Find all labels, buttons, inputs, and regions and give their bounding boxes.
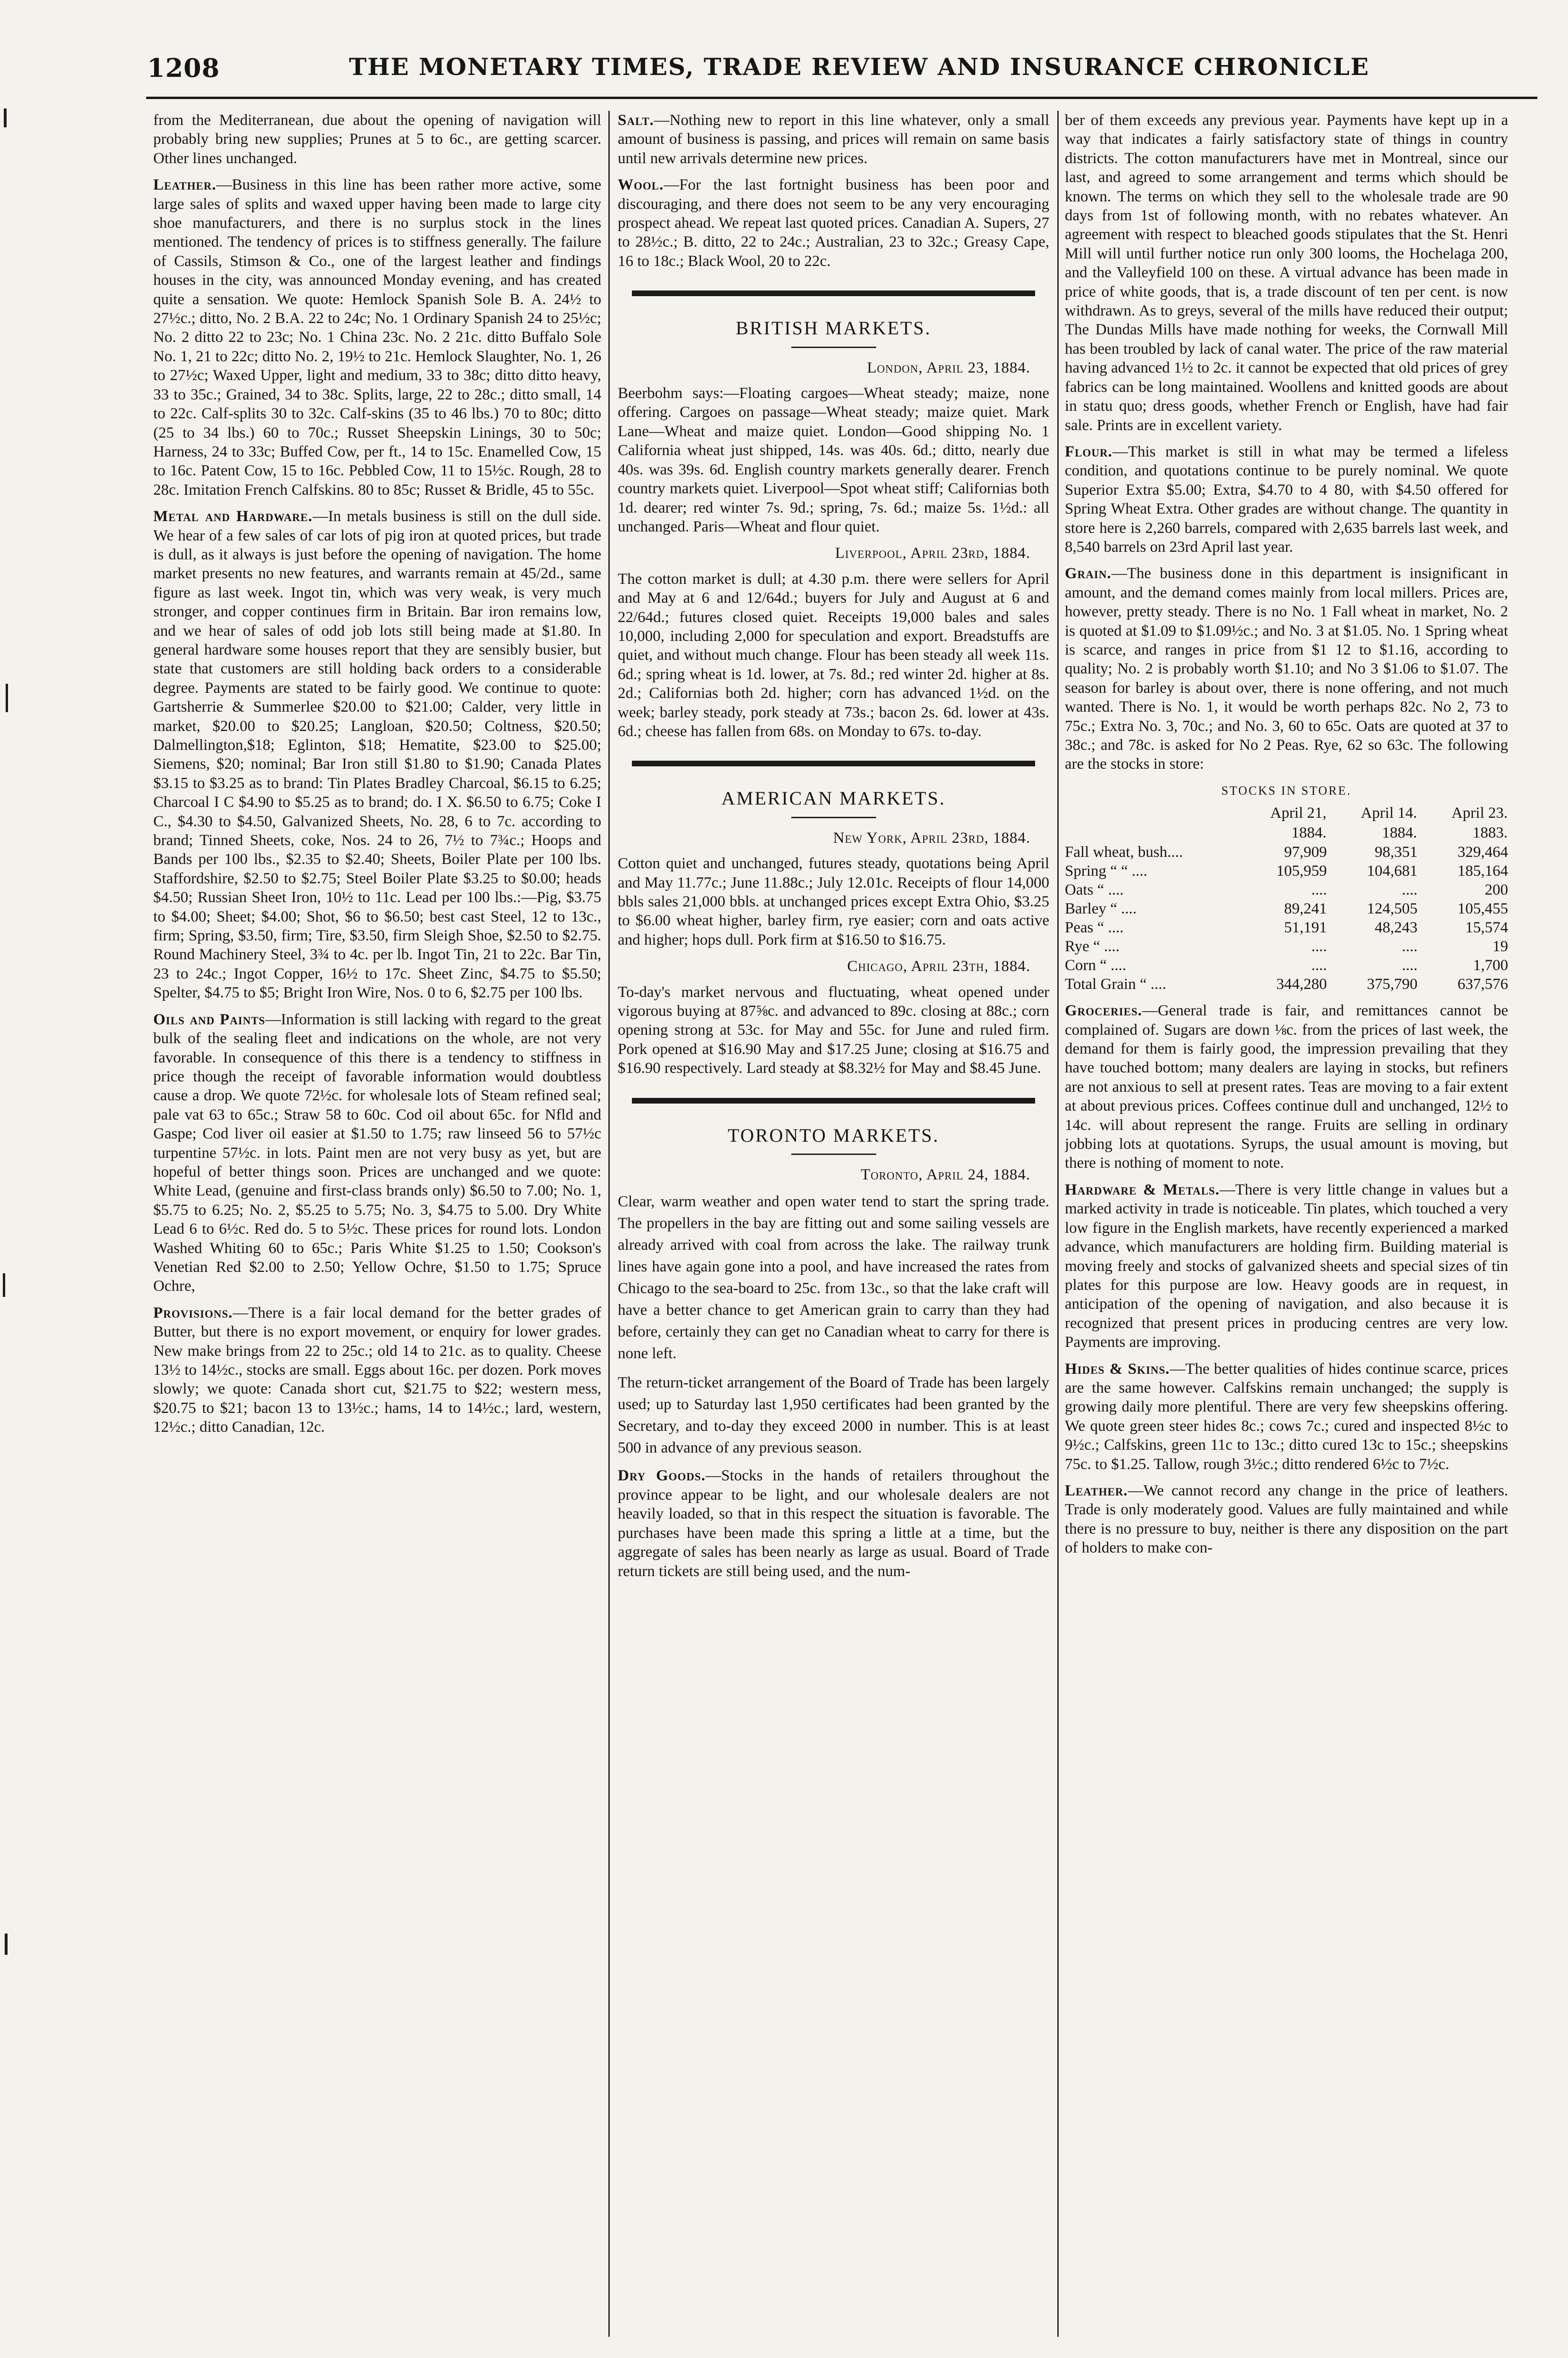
section-rule — [632, 291, 1035, 296]
table-cell: 344,280 — [1276, 976, 1327, 993]
paragraph-text: —Nothing new to report in this line whatever, only a small amount of business is passing, and prices will remain on same basis until new arrivals determine new prices. — [618, 112, 1049, 167]
table-row — [1065, 975, 1508, 994]
scan-mark — [4, 108, 7, 127]
row-label: Peas “ .... — [1065, 919, 1124, 937]
column-header: 1884. — [1382, 824, 1417, 842]
paragraph-text: —For the last fortnight business has been poor and discouraging, and there does not seem to be any very encouraging prospect ahead. We repeat last quoted prices. Canadian A. Supers, 27 to 28½c.; B. ditto, 22 to 24c.; Australian, 23 to 32c.; Greasy Cape, 16 to 18c.; Black Wool, 20 to 22c. — [618, 176, 1049, 270]
row-label: Barley “ .... — [1065, 900, 1137, 918]
column-1 — [153, 111, 601, 2341]
article-flour — [1065, 442, 1508, 556]
table-cell: 15,574 — [1465, 919, 1508, 937]
stocks-table-title: STOCKS IN STORE. — [1221, 783, 1352, 797]
table-row — [1065, 899, 1508, 918]
paragraph — [153, 111, 601, 168]
table-cell: .... — [1402, 881, 1418, 899]
paragraph-text: —Information is still lacking with regard to the great bulk of the sealing fleet and indications on the whole, are not very favorable. In consequence of this there is a tendency to stiffness in price though the receipt of favorable information would doubtless cause a drop. We quote 72½c. for wholesale lots of Steam refined seal; pale vat 63 to 65c.; Straw 58 to 60c. Cod oil about 65c. for Nfld and Gaspe; Cod liver oil easier at $1.50 to 1.75; raw linseed 56 to 57½c turpentine 57½c. in lots. Paint men are not very busy as yet, but are hopeful of better things soon. Prices are unchanged and we quote: White Lead, (genuine and first-class brands only) $6.50 to 7.00; No. 1, $5.75 to 6.25; No. 2, $5.25 to 5.75; No. 3, $4.75 to 5.00. Dry White Lead 6 to 6½c. Red do. 5 to 5½c. These prices for round lots. London Washed Whiting 60 to 65c.; Paris White $1.25 to 1.50; Cookson's Venetian Red $2.00 to 2.50; Yellow Ochre, $1.50 to 1.75; Spruce Ochre, — [153, 1011, 601, 1295]
dateline: Toronto, April 24, 1884. — [861, 1166, 1030, 1184]
row-label: Oats “ .... — [1065, 881, 1124, 899]
section-lead: Leather. — [153, 176, 216, 194]
column-rule — [608, 111, 610, 2337]
paragraph — [1065, 111, 1508, 435]
article-hides-skins — [1065, 1360, 1508, 1474]
table-cell: 19 — [1493, 938, 1508, 955]
page-number: 1208 — [147, 53, 220, 83]
paragraph-text: ber of them exceeds any previous year. Payments have kept up in a way that indicates a fairly satisfactory state of things in country districts. The cotton manufacturers have met in Montreal, since our last, and agreed to some arrangement and terms which should be known. The terms on which they sell to the wholesale trade are 90 days from 1st of following month, with no rebates whatever. An agreement with respect to bleached goods stipulates that the St. Henri Mill will until further notice run only 300 looms, the Hochelaga 200, and the Valleyfield 100 on these. A virtual advance has been made in price of white goods, that is, a trade discount of ten per cent. is now withdrawn. As to greys, several of the mills have reduced their output; The Dundas Mills have made nothing for weeks, the Cornwall Mill has been troubled by lack of canal water. The price of the raw material having advanced 1½ to 2c. it cannot be expected that old prices of grey fabrics can be long maintained. Woollens and knitted goods are about in statu quo; dress goods, whether French or English, have had fair sale. Prints are in excellent variety. — [1065, 112, 1508, 434]
article-liverpool — [618, 570, 1049, 741]
section-heading-american: AMERICAN MARKETS. — [721, 788, 946, 809]
section-heading-toronto: TORONTO MARKETS. — [728, 1124, 939, 1146]
table-cell: 1,700 — [1473, 957, 1508, 974]
section-lead: Salt. — [618, 112, 654, 129]
paragraph-text: —In metals business is still on the dull side. We hear of a few sales of car lots of pig iron at quoted prices, but trade is dull, as it always is just before the opening of navigation. The home market presents no new features, and warrants remain at 45/2d., same figure as last week. Ingot tin, which was very weak, is very much stronger, and copper continues firm in Britain. Bar iron remains low, and we hear of sales of odd job lots still being made at $1.80. In general hardware some houses report that they are sensibly busier, but state that customers are still holding back orders to a considerable degree. Payments are stated to be fairly good. We continue to quote: Gartsherrie & Summerlee $20.00 to $21.00; Calder, very little in market, $20.00 to $20.25; Langloan, $20.50; Coltness, $20.50; Dalmellington,$18; Eglinton, $18; Hematite, $23.00 to $25.00; Siemens, $20; nominal; Bar Iron still $1.80 to $1.90; Canada Plates $3.15 to $3.25 as to brand: Tin Plates Bradley Charcoal, $6.15 to 6.25; Charcoal I C $4.90 to $5.25 as to brand; do. I X. $6.50 to 6.75; Coke I C., $4.30 to $4.50, Galvanized Sheets, No. 28, 6 to 7c. according to brand; Tinned Sheets, coke, Nos. 24 to 26, 7½ to 7¾c.; Hoops and Bands per 100 lbs., $2.35 to $2.40; Sheets, Boiler Plate per 100 lbs. Staffordshire, $2.50 to $2.75; Steel Boiler Plate $3.25 to $0.00; heads $4.50; Russian Sheet Iron, 10½ to 11c. Lead per 100 lbs.:—Pig, $3.75 to $4.00; Sheet; $4.00; Shot, $6 to $6.50; best cast Steel, 12 to 13c., firm; Spring, $3.50, firm; Tire, $3.50, firm Sleigh Shoe, $2.50 to $2.75. Round Machinery Steel, 3¾ to 4c. per lb. Ingot Tin, 21 to 22c. Bar Tin, 23 to 24c.; Ingot Copper, 16½ to 17c. Sheet Zinc, $4.75 to $5.50; Spelter, $4.75 to $5; Bright Iron Wire, Nos. 0 to 6, $2.75 per 100 lbs. — [153, 508, 601, 1002]
table-cell: 98,351 — [1375, 844, 1418, 861]
table-row — [1065, 862, 1508, 880]
column-rule — [1057, 111, 1059, 2337]
table-row — [1065, 880, 1508, 899]
paragraph-text: —General trade is fair, and remittances cannot be complained of. Sugars are down ⅛c. from the prices of last week, the demand for them is fairly good, the impression prevailing that they have touched bottom; many dealers are laying in stocks, but refiners are not anxious to sell at present rates. Teas are moving to a fair extent at about previous prices. Coffees continue dull and unchanged, 12½ to 14c. will about represent the range. Fruits are selling in ordinary jobbing lots at quotations. Syrups, the usual amount is moving, but there is nothing of moment to note. — [1065, 1002, 1508, 1172]
column-2 — [618, 111, 1049, 2341]
table-cell: 105,455 — [1457, 900, 1508, 918]
table-row — [1065, 956, 1508, 975]
section-lead: Groceries. — [1065, 1002, 1143, 1020]
article-provisions — [153, 1304, 601, 1437]
article-salt — [618, 111, 1049, 168]
article-leather-toronto — [1065, 1481, 1508, 1558]
running-head-title: THE MONETARY TIMES, TRADE REVIEW AND INSURANCE CHRONICLE — [349, 53, 1369, 81]
article-dry-goods — [618, 1466, 1049, 1580]
row-label: Fall wheat, bush.... — [1065, 844, 1183, 861]
short-rule — [791, 1154, 876, 1155]
paragraph-text: from the Mediterranean, due about the opening of navigation will probably bring new supplies; Prunes at 5 to 6c., are getting scarcer. Other lines unchanged. — [153, 112, 601, 167]
dateline: London, April 23, 1884. — [867, 359, 1030, 376]
column-header: April 14. — [1361, 805, 1417, 822]
header-rule — [146, 97, 1537, 99]
column-header: April 21, — [1270, 805, 1327, 822]
section-lead: Hardware & Metals. — [1065, 1181, 1220, 1198]
article-new-york — [618, 854, 1049, 949]
section-lead: Metal and Hardware. — [153, 508, 313, 525]
section-lead: Wool. — [618, 176, 664, 194]
article-toronto-tickets — [618, 1372, 1049, 1459]
article-toronto — [618, 1191, 1049, 1364]
section-lead: Hides & Skins. — [1065, 1360, 1170, 1378]
column-header: 1883. — [1472, 824, 1508, 842]
section-lead: Dry Goods. — [618, 1467, 706, 1485]
table-cell: 375,790 — [1367, 976, 1418, 993]
row-label: Spring “ “ .... — [1065, 863, 1148, 880]
table-cell: .... — [1311, 957, 1327, 974]
table-cell: 124,505 — [1367, 900, 1418, 918]
article-hardware-metals — [1065, 1180, 1508, 1352]
table-cell: 89,241 — [1284, 900, 1327, 918]
section-lead: Leather. — [1065, 1482, 1128, 1499]
article-london — [618, 384, 1049, 536]
paragraph-text: —This market is still in what may be termed a lifeless condition, and quotations continue to be purely nominal. We quote Superior Extra $5.00; Extra, $4.70 to 4 80, with $4.50 offered for Spring Wheat Extra. Other grades are without change. The quantity in store here is 2,260 barrels, compared with 2,635 barrels last week, and 8,540 barrels on 23rd April last year. — [1065, 443, 1508, 556]
scan-mark — [5, 1934, 8, 1955]
section-heading-british: BRITISH MARKETS. — [736, 317, 931, 339]
article-chicago — [618, 983, 1049, 1078]
section-lead: Oils and Paints — [153, 1011, 265, 1028]
column-header: 1884. — [1291, 824, 1327, 842]
row-label: Rye “ .... — [1065, 938, 1120, 955]
scan-mark — [3, 1273, 5, 1297]
scan-mark — [6, 684, 8, 712]
table-cell: 104,681 — [1367, 863, 1418, 880]
section-lead: Flour. — [1065, 443, 1112, 460]
article-metal-hardware — [153, 507, 601, 1003]
article-grain — [1065, 564, 1508, 773]
short-rule — [791, 347, 876, 348]
table-cell: 51,191 — [1284, 919, 1327, 937]
table-cell: .... — [1311, 881, 1327, 899]
table-cell: .... — [1311, 938, 1327, 955]
table-cell: 329,464 — [1457, 844, 1508, 861]
table-cell: .... — [1402, 938, 1418, 955]
table-row — [1065, 918, 1508, 937]
table-header-row — [1065, 823, 1508, 843]
paragraph-text: —There is very little change in values but a marked activity in trade is noticeable. Tin plates, which touched a very low figure in the English markets, have recently experienced a marked advance, which manufacturers are holding firm. Building material is moving freely and stocks of galvanized sheets and special sizes of tin plates for this purpose are low. Heavy goods are in request, in anticipation of the opening of navigation, and also because it is recognized that present prices in producing centres are very low. Payments are improving. — [1065, 1181, 1508, 1351]
paragraph-text: The cotton market is dull; at 4.30 p.m. there were sellers for April and May at 6 and 12/64d.; buyers for July and August at 6 and 22/64d.; futures closed quiet. Receipts 19,000 bales and sales 10,000, including 2,000 for speculation and export. Breadstuffs are quiet, and without much change. Flour has been steady all week 11s. 6d.; spring wheat is 1d. lower, at 7s. 8d.; red winter 2d. higher at 8s. 2d.; Californias both 2d. higher; corn has advanced 1½d. on the week; barley steady, pork steady at 73s.; bacon 2s. 6d. lower at 43s. 6d.; cheese has fallen from 68s. on Monday to 67s. to-day. — [618, 570, 1049, 740]
paragraph-text: Clear, warm weather and open water tend to start the spring trade. The propellers in the bay are fitting out and some sailing vessels are already arrived with coal from across the lake. The railway trunk lines have again gone into a pool, and have increased the rates from Chicago to the sea-board to 25c. from 13c., so that the lake craft will have a better chance to get American grain to carry than they had before, certainly they can get no Canadian wheat to carry for there is none left. — [618, 1193, 1049, 1362]
paragraph-text: —The business done in this department is insignificant in amount, and the demand comes mainly from local millers. Prices are, however, pretty steady. There is no No. 1 Fall wheat in market, No. 2 is quoted at $1.09 to $1.09½c.; and No. 3 at $1.05. No. 1 Spring wheat is scarce, and ranges in price from $1 12 to $1.16, according to quality; No. 2 is probably worth $1.10; and No 3 $1.06 to $1.07. The season for barley is about over, there is none offering, and not much wanted. There is No. 1, it would be worth perhaps 82c. No 2, 73 to 75c.; Extra No. 3, 70c.; and No. 3, 60 to 65c. Oats are quoted at 37 to 38c.; and 78c. is asked for No 2 Peas. Rye, 62 so 63c. The following are the stocks in store: — [1065, 565, 1508, 773]
section-rule — [632, 761, 1035, 766]
paragraph-text: To-day's market nervous and fluctuating, wheat opened under vigorous buying at 87⅝c. and advanced to 89c. closing at 88c.; corn opening strong at 53c. for May and 55c. for June and ruled firm. Pork opened at $16.90 May and $17.25 June; closing at $16.75 and $16.90 respectively. Lard steady at $8.32½ for May and $8.45 June. — [618, 983, 1049, 1077]
article-wool — [618, 175, 1049, 271]
row-label: Total Grain “ .... — [1065, 976, 1166, 993]
table-cell: .... — [1402, 957, 1418, 974]
section-rule — [632, 1098, 1035, 1104]
article-groceries — [1065, 1001, 1508, 1173]
section-lead: Provisions. — [153, 1304, 233, 1321]
table-cell: 185,164 — [1457, 863, 1508, 880]
paragraph-text: —Stocks in the hands of retailers throughout the province appear to be light, and our wholesale dealers are not heavily loaded, so that in this respect the situation is favorable. The purchases have been made this spring a little at a time, but the aggregate of sales has been nearly as large as usual. Board of Trade return tickets are still being used, and the num- — [618, 1467, 1049, 1580]
section-lead: Grain. — [1065, 565, 1112, 582]
table-header-row — [1065, 803, 1508, 823]
table-cell: 200 — [1485, 881, 1508, 899]
column-3 — [1065, 111, 1508, 2341]
dateline: Liverpool, April 23rd, 1884. — [835, 545, 1030, 562]
short-rule — [791, 817, 876, 818]
table-cell: 637,576 — [1457, 976, 1508, 993]
table-row — [1065, 843, 1508, 862]
table-cell: 97,909 — [1284, 844, 1327, 861]
dateline: Chicago, April 23th, 1884. — [847, 958, 1030, 975]
paragraph-text: Beerbohm says:—Floating cargoes—Wheat steady; maize, none offering. Cargoes on passage—Wheat steady; maize quiet. Mark Lane—Wheat and maize quiet. London—Good shipping No. 1 California wheat just shipped, 14s. was 40s. 6d.; ditto, nearly due 40s. was 39s. 6d. English country markets generally dearer. French country markets quiet. Liverpool—Spot wheat stiff; Californias both 1d. dearer; red winter 7s. 9d.; spring, 7s. 6d.; maize 5s. 1½d.: all unchanged. Paris—Wheat and flour quiet. — [618, 385, 1049, 535]
paragraph-text: —There is a fair local demand for the better grades of Butter, but there is no export movement, or enquiry for lower grades. New make brings from 22 to 25c.; old 14 to 21c. as to quality. Cheese 13½ to 14½c., stocks are small. Eggs about 16c. per dozen. Pork moves slowly; we quote: Canada short cut, $21.75 to $22; western mess, $20.75 to $21; bacon 13 to 13½c.; hams, 14 to 14½c.; lard, western, 12½c.; ditto Canadian, 12c. — [153, 1304, 601, 1436]
dateline: New York, April 23rd, 1884. — [833, 829, 1030, 847]
paragraph-text: —We cannot record any change in the price of leathers. Trade is only moderately good. Values are fully maintained and while there is no pressure to buy, neither is there any disposition on the part of holders to make con- — [1065, 1482, 1508, 1557]
row-label: Corn “ .... — [1065, 957, 1127, 974]
column-header: April 23. — [1451, 805, 1508, 822]
paragraph-text: —Business in this line has been rather more active, some large sales of splits and waxed upper having been made to large city shoe manufacturers, and there is no surplus stock in the lines mentioned. The tendency of prices is to stiffness generally. The failure of Cassils, Stimson & Co., one of the largest leather and findings houses in the city, was announced Monday evening, and has created quite a sensation. We quote: Hemlock Spanish Sole B. A. 24½ to 27½c.; ditto, No. 2 B.A. 22 to 24c; No. 1 Ordinary Spanish 24 to 25½c; No. 2 ditto 22 to 23c; No. 1 China 23c. No. 2 21c. ditto Buffalo Sole No. 1, 21 to 22c; ditto No. 2, 19½ to 21c. Hemlock Slaughter, No. 1, 26 to 27½c; Waxed Upper, light and medium, 33 to 38c; ditto ditto heavy, 33 to 35c.; Grained, 34 to 38c. Splits, large, 22 to 28c.; ditto small, 14 to 22c. Calf-splits 30 to 32c. Calf-skins (35 to 46 lbs.) 70 to 80c; ditto (25 to 34 lbs.) 60 to 70c.; Russet Sheepskin Linings, 30 to 50c; Harness, 24 to 33c; Buffed Cow, per ft., 14 to 15c. Enamelled Cow, 15 to 16c. Patent Cow, 15 to 16c. Pebbled Cow, 11 to 15½c. Rough, 28 to 28c. Imitation French Calfskins. 80 to 85c; Russet & Bridle, 45 to 55c. — [153, 176, 601, 498]
article-leather — [153, 175, 601, 499]
article-oils-paints — [153, 1010, 601, 1296]
stocks-table — [1065, 803, 1508, 994]
table-cell: 48,243 — [1375, 919, 1418, 937]
paragraph-text: Cotton quiet and unchanged, futures steady, quotations being April and May 11.77c.; June 11.88c.; July 12.01c. Receipts of flour 14,000 bbls sales 21,000 bbls. at unchanged prices except Extra Ohio, $3.25 to $6.00 wheat higher, barley firm, rye easier; corn and oats active and higher; hops dull. Pork firm at $16.50 to $16.75. — [618, 855, 1049, 948]
paragraph-text: The return-ticket arrangement of the Board of Trade has been largely used; up to Saturday last 1,950 certificates had been granted by the Secretary, and to-day they exceed 2000 in number. This is at least 500 in advance of any previous season. — [618, 1374, 1049, 1457]
table-row — [1065, 937, 1508, 956]
paragraph-text: —The better qualities of hides continue scarce, prices are the same however. Calfskins remain unchanged; the supply is growing daily more plentiful. There are very few sheepskins offering. We quote green steer hides 8c.; cows 7c.; cured and inspected 8½c to 9½c.; Calfskins, green 11c to 13c.; ditto cured 13c to 15c.; sheepskins 75c. to $1.25. Tallow, rough 3½c.; ditto rendered 6½c to 7½c. — [1065, 1360, 1508, 1473]
table-cell: 105,959 — [1276, 863, 1327, 880]
